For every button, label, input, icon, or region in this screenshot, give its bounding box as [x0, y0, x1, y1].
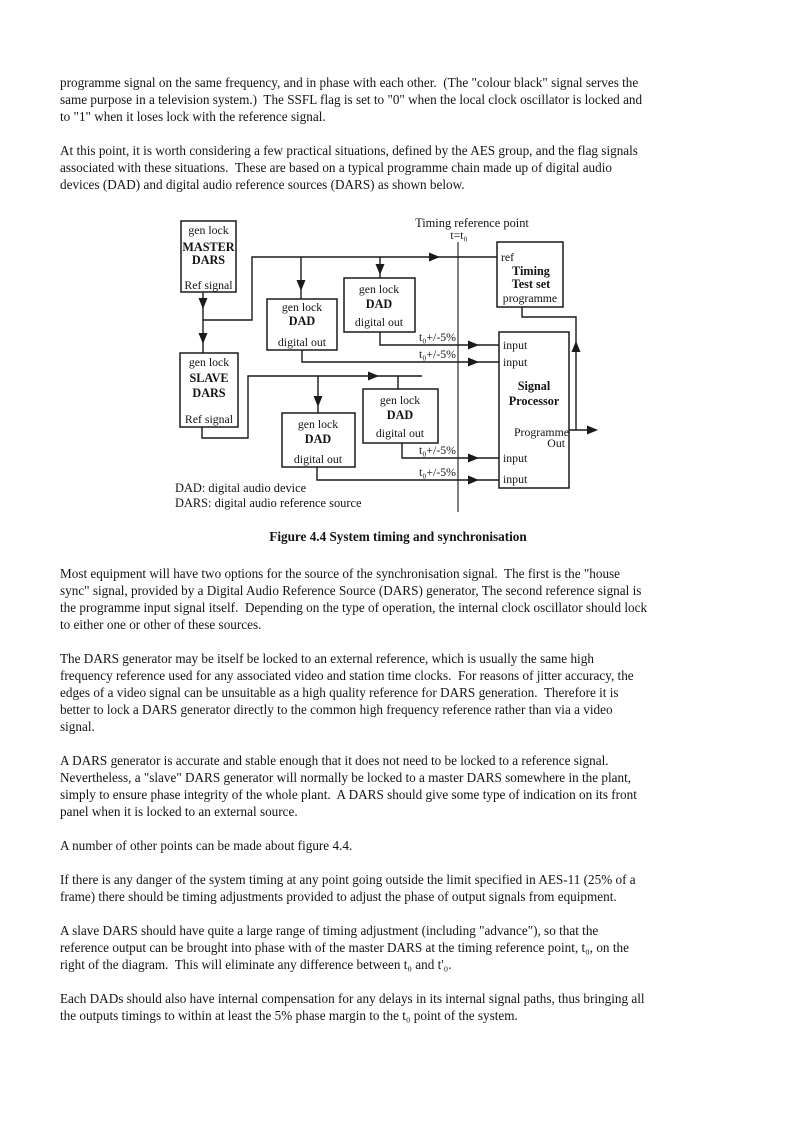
signal-processor-programme-out-port: Programme	[513, 425, 569, 439]
arrowhead	[468, 476, 479, 485]
timing-test-set-programme-port: programme	[502, 291, 558, 305]
text-line: A number of other points can be made about figure 4.4.	[60, 838, 353, 853]
dad-digital-out-port: digital out	[375, 426, 425, 440]
paragraph	[60, 650, 738, 735]
master-dars-ref-signal-port: Ref signal	[184, 278, 233, 292]
signal-processor-programme-out-port: Out	[547, 436, 565, 450]
text-line: frequency reference used for any associated video and station time clocks. For reasons of jitter accuracy, the	[60, 668, 634, 683]
arrowhead	[314, 396, 323, 407]
text-line: edges of a video signal can be unsuitable as a high quality reference for DARS generation. Therefore it is	[60, 685, 619, 700]
paragraph	[60, 74, 738, 125]
tolerance-label: t₀+/-5%	[419, 330, 456, 344]
master-dars-genlock-label: gen lock	[188, 223, 229, 237]
tolerance-label: t₀+/-5%	[419, 443, 456, 457]
timing-test-set-name: Timing	[512, 264, 550, 278]
paragraph	[60, 837, 738, 854]
text-line: panel when it is locked to an external source.	[60, 804, 298, 819]
text-line: signal.	[60, 719, 95, 734]
dad-digital-out-port: digital out	[293, 452, 343, 466]
text-line: better to lock a DARS generator directly to the common high frequency reference rather than via a video	[60, 702, 613, 717]
text-line: simply to ensure phase integrity of the whole plant. A DARS should give some type of indication on its front	[60, 787, 637, 802]
paragraph	[60, 922, 738, 973]
text-line: sync" signal, provided by a Digital Audio Reference Source (DARS) generator, The second reference signal is	[60, 583, 642, 598]
slave-dars-name: DARS	[192, 386, 226, 400]
text-line: to either one or other of these sources.	[60, 617, 262, 632]
signal-processor-input-port: input	[503, 472, 528, 486]
arrowhead	[572, 341, 581, 352]
diagram-canvas	[55, 210, 745, 520]
text-line: frame) there should be timing adjustments provided to adjust the phase of output signals from equipment.	[60, 889, 617, 904]
timing-test-set-ref-port: ref	[501, 250, 515, 264]
arrowhead	[199, 333, 208, 344]
text-line: associated with these situations. These are based on a typical programme chain made up of digital audio	[60, 160, 613, 175]
text-line: Most equipment will have two options for the source of the synchronisation signal. The first is the "house	[60, 566, 621, 581]
text-line: reference output can be brought into phase with of the master DARS at the timing reference point, t₀, on the	[60, 940, 629, 955]
arrowhead	[297, 280, 306, 291]
dad-digital-out-port: digital out	[354, 315, 404, 329]
arrowhead	[587, 426, 598, 435]
dad-name: DAD	[288, 314, 316, 328]
text-line: devices (DAD) and digital audio reference sources (DARS) as shown below.	[60, 177, 465, 192]
arrowhead	[468, 358, 479, 367]
text-line: the programme input signal itself. Depending on the type of operation, the internal clock oscillator should lock	[60, 600, 648, 615]
signal-processor-input-port: input	[503, 355, 528, 369]
paragraph	[60, 142, 738, 193]
paragraph	[60, 565, 738, 633]
legend-dars: DARS: digital audio reference source	[175, 496, 362, 510]
timing-reference-point-label: Timing reference point	[415, 216, 529, 230]
text-line: At this point, it is worth considering a few practical situations, defined by the AES group, and the flag signals	[60, 143, 638, 158]
arrowhead	[429, 253, 440, 262]
slave-dars-genlock-label: gen lock	[188, 355, 230, 369]
text-line: same purpose in a television system.) The SSFL flag is set to "0" when the local clock oscillator is locked and	[60, 92, 643, 107]
signal-processor-input-port: input	[503, 338, 528, 352]
timing-test-set-name: Test set	[511, 277, 551, 291]
text-line: to "1" when it loses lock with the reference signal.	[60, 109, 326, 124]
system-timing-diagram	[55, 210, 738, 520]
arrowhead	[368, 372, 379, 381]
signal-processor-input-port: input	[503, 451, 528, 465]
paragraph	[60, 752, 738, 820]
text-line: If there is any danger of the system timing at any point going outside the limit specified in AES-11 (25% of a	[60, 872, 636, 887]
master-dars-name: MASTER	[182, 240, 235, 254]
timing-reference-eq-label: t=t₀	[450, 228, 468, 242]
arrowhead	[468, 341, 479, 350]
tolerance-label: t₀+/-5%	[419, 465, 456, 479]
tolerance-label: t₀+/-5%	[419, 347, 456, 361]
arrowhead	[468, 454, 479, 463]
signal-processor-name: Signal	[517, 379, 551, 393]
text-line: Nevertheless, a "slave" DARS generator will normally be locked to a master DARS somewhere in the plant,	[60, 770, 632, 785]
arrowhead	[376, 264, 385, 275]
arrowhead	[199, 298, 208, 309]
dad-name: DAD	[386, 408, 414, 422]
text-line: right of the diagram. This will eliminate any difference between t₀ and t'₀.	[60, 957, 452, 972]
signal-processor-name: Processor	[508, 394, 560, 408]
dad-genlock-label: gen lock	[379, 393, 421, 407]
legend-dad: DAD: digital audio device	[175, 481, 307, 495]
text-line: Each DADs should also have internal compensation for any delays in its internal signal paths, thus bringing all	[60, 991, 645, 1006]
dad-digital-out-port: digital out	[277, 335, 327, 349]
paragraph	[60, 871, 738, 905]
text-line: A slave DARS should have quite a large range of timing adjustment (including "advance"), so that the	[60, 923, 599, 938]
text-line: A DARS generator is accurate and stable enough that it does not need to be locked to a reference signal.	[60, 753, 609, 768]
dad-name: DAD	[304, 432, 332, 446]
master-dars-name: DARS	[191, 253, 226, 267]
slave-dars-name: SLAVE	[189, 371, 229, 385]
text-line: The DARS generator may be itself be locked to an external reference, which is usually the same high	[60, 651, 594, 666]
dad-name: DAD	[365, 297, 393, 311]
text-line: programme signal on the same frequency, and in phase with each other. (The "colour black" signal serves the	[60, 75, 639, 90]
figure-caption: Figure 4.4 System timing and synchronisation	[269, 529, 527, 544]
dad-genlock-label: gen lock	[297, 417, 339, 431]
dad-genlock-label: gen lock	[281, 300, 323, 314]
paragraph	[60, 990, 738, 1024]
text-line: the outputs timings to within at least the 5% phase margin to the t₀ point of the system.	[60, 1008, 518, 1023]
dad-genlock-label: gen lock	[358, 282, 400, 296]
slave-dars-ref-signal-port: Ref signal	[184, 412, 234, 426]
